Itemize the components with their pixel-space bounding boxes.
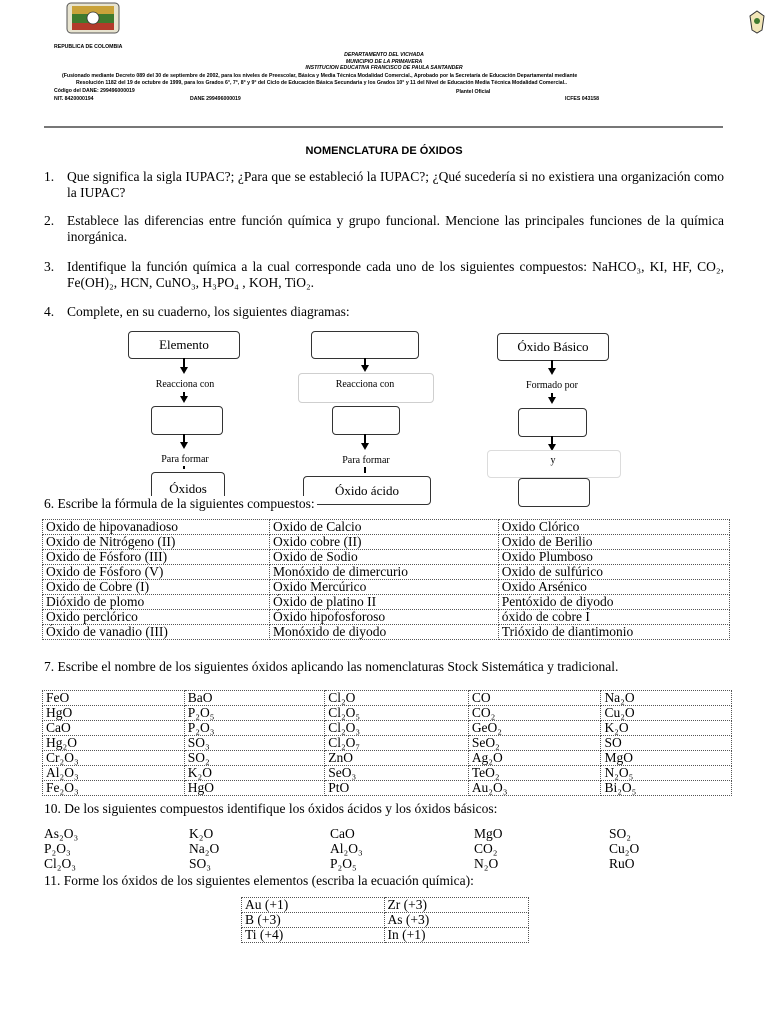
table-row	[43, 751, 732, 766]
diagram1-arrow4	[183, 466, 185, 469]
table-row	[43, 535, 730, 550]
table-cell: Oxido cobre (II)	[270, 535, 499, 550]
table-cell: Oxido de Sodio	[270, 550, 499, 565]
table-cell: SO	[601, 736, 732, 751]
diagram3-label1: Formado por	[526, 380, 578, 391]
table-row	[242, 898, 529, 913]
diagram1-bottom-box: Óxidos	[151, 472, 225, 497]
table-cell: HgO	[43, 706, 185, 721]
diagram3-mid-box	[518, 408, 587, 437]
table-11	[241, 897, 529, 943]
diagram1-label1: Reacciona con	[155, 379, 215, 390]
table-cell: Oxido de Fósforo (V)	[43, 565, 270, 580]
diagram2-bottom-box: Óxido ácido	[303, 476, 431, 505]
table-cell: Dióxido de plomo	[43, 595, 270, 610]
question-2	[44, 213, 724, 245]
table-row	[43, 736, 732, 751]
table-cell: Oxido de Calcio	[270, 520, 499, 535]
table-cell: Cu₂O	[601, 706, 732, 721]
diagram1-mid-box	[151, 406, 223, 435]
table-cell: Fe₂O₃	[43, 781, 185, 796]
table-cell: MgO	[601, 751, 732, 766]
table-cell: Oxido de Cobre (I)	[43, 580, 270, 595]
list-item: SO₂	[609, 826, 631, 841]
table-cell: TeO₂	[468, 766, 601, 781]
table-cell: PtO	[325, 781, 469, 796]
table-cell: Oxido Mercúrico	[270, 580, 499, 595]
table-row	[43, 565, 730, 580]
table-row	[43, 721, 732, 736]
table-cell: ZnO	[325, 751, 469, 766]
question-7: 7. Escribe el nombre de los siguientes óxidos aplicando las nomenclaturas Stock Sistemática y tradicional.	[44, 659, 619, 674]
diagram1-arrowhead2	[180, 396, 188, 403]
table-cell: Bi₂O₅	[601, 781, 732, 796]
diagram2-label2: Para formar	[342, 455, 390, 466]
table-cell: Au (+1)	[242, 898, 385, 913]
table-cell: CaO	[43, 721, 185, 736]
list-row	[44, 826, 664, 841]
list-item: Al₂O₃	[330, 841, 363, 856]
table-cell: HgO	[184, 781, 324, 796]
list-item: MgO	[474, 826, 503, 841]
question-11: 11. Forme los óxidos de los siguientes elementos (escriba la ecuación química):	[44, 873, 474, 888]
table-cell: Cl₂O₇	[325, 736, 469, 751]
table-cell: K₂O	[184, 766, 324, 781]
table-cell: Ag₂O	[468, 751, 601, 766]
diagram1-arrowhead1	[180, 367, 188, 374]
table-cell: SeO₃	[325, 766, 469, 781]
header-icfes: ICFES 043158	[565, 96, 600, 102]
list-item: Cl₂O₃	[44, 856, 76, 871]
diagram1-arrowhead3	[180, 442, 188, 449]
table-cell: Trióxido de diantimonio	[498, 625, 729, 640]
table-cell: B (+3)	[242, 913, 385, 928]
header-line2: Resolución 1182 del 19 de octubre de 1999, para los Grados 6°, 7°, 8° y 9° del Ciclo de Educación Básica Secundaria y los Grados 10° y 11 del Nivel de Educación Media Técnica Modalidad Comercial..	[76, 80, 567, 86]
question-3-number: 3.	[44, 259, 55, 274]
table-cell: In (+1)	[384, 928, 528, 943]
table-cell: Pentóxido de diyodo	[498, 595, 729, 610]
question-4-number: 4.	[44, 304, 55, 319]
table-row	[242, 928, 529, 943]
diagram1-label2: Para formar	[161, 454, 209, 465]
list-10	[44, 826, 664, 871]
header-municipality: MUNICIPIO DE LA PRIMAVERA	[345, 58, 423, 65]
table-row	[43, 595, 730, 610]
question-2-text: Establece las diferencias entre función química y grupo funcional. Mencione las principales funciones de la química inorgánica.	[67, 213, 724, 244]
table-row	[43, 550, 730, 565]
list-item: Cu₂O	[609, 841, 640, 856]
table-cell: SO₃	[184, 736, 324, 751]
diagram3-arrowhead1	[548, 368, 556, 375]
diagram2-label1: Reacciona con	[335, 379, 395, 390]
table-cell: P₂O₅	[184, 706, 324, 721]
question-1	[44, 169, 724, 201]
table-row	[43, 706, 732, 721]
diagram1-top-box: Elemento	[128, 331, 240, 359]
table-cell: Óxido de vanadio (III)	[43, 625, 270, 640]
table-cell: Na₂O	[601, 691, 732, 706]
table-7	[42, 690, 732, 796]
header-plantel: Plantel Oficial	[456, 89, 491, 95]
table-cell: Oxido de sulfúrico	[498, 565, 729, 580]
table-cell: GeO₂	[468, 721, 601, 736]
table-cell: Oxido Plumboso	[498, 550, 729, 565]
list-row	[44, 841, 664, 856]
diagram2-arrow3	[364, 467, 366, 473]
table-cell: SO₂	[184, 751, 324, 766]
table-row	[43, 691, 732, 706]
table-cell: P₂O₃	[184, 721, 324, 736]
header-dane: DANE 299496000019	[190, 96, 241, 102]
list-item: CO₂	[474, 841, 498, 856]
table-cell: CO₂	[468, 706, 601, 721]
table-row	[43, 766, 732, 781]
table-cell: FeO	[43, 691, 185, 706]
question-2-number: 2.	[44, 213, 55, 228]
table-cell: Al₂O₃	[43, 766, 185, 781]
page-title: NOMENCLATURA DE ÓXIDOS	[305, 145, 463, 157]
diagram3-label2: y	[550, 455, 556, 466]
question-1-number: 1.	[44, 169, 55, 184]
header-institution: INSTITUCION EDUCATIVA FRANCISCO DE PAULA SANTANDER	[305, 65, 463, 71]
diagram2-arrowhead1	[361, 365, 369, 372]
diagram2-arrowhead2	[361, 443, 369, 450]
header-dane-code: Código del DANE: 299496000019	[54, 88, 135, 94]
list-item: Na₂O	[189, 841, 220, 856]
table-cell: Óxido hipofosforoso	[270, 610, 499, 625]
question-10: 10. De los siguientes compuestos identifique los óxidos ácidos y los óxidos básicos:	[44, 801, 498, 816]
diagram2-top-box	[311, 331, 419, 359]
table-cell: Cl₂O₅	[325, 706, 469, 721]
table-row	[43, 625, 730, 640]
list-item: CaO	[330, 826, 355, 841]
list-item: K₂O	[189, 826, 214, 841]
table-cell: N₂O₅	[601, 766, 732, 781]
table-row	[43, 781, 732, 796]
corner-logo-icon	[748, 10, 766, 34]
table-cell: SeO₂	[468, 736, 601, 751]
table-row	[43, 580, 730, 595]
list-item: P₂O₅	[330, 856, 357, 871]
list-row	[44, 856, 664, 871]
question-4	[44, 304, 724, 320]
table-cell: K₂O	[601, 721, 732, 736]
question-3-text: Identifique la función química a la cual corresponde cada uno de los siguientes compuestos: NaHCO₃, KI, HF, CO₂, Fe(OH)₂, HCN, CuNO₃, H₃PO₄ , KOH, TiO₂.	[67, 259, 724, 290]
table-cell: Oxido Arsénico	[498, 580, 729, 595]
table-cell: óxido de cobre I	[498, 610, 729, 625]
table-cell: CO	[468, 691, 601, 706]
list-item: RuO	[609, 856, 635, 871]
table-cell: Ti (+4)	[242, 928, 385, 943]
header-rule	[44, 126, 723, 128]
diagram2-mid-box	[332, 406, 400, 435]
list-item: As₂O₃	[44, 826, 79, 841]
question-4-text: Complete, en su cuaderno, los siguientes diagramas:	[67, 304, 350, 319]
list-item: SO₃	[189, 856, 211, 871]
header-nit: NIT. 8420000194	[54, 96, 94, 102]
header-republic: REPUBLICA DE COLOMBIA	[54, 44, 123, 50]
diagram3-top-box: Óxido Básico	[497, 333, 609, 361]
table-row	[242, 913, 529, 928]
table-cell: BaO	[184, 691, 324, 706]
header-department: DEPARTAMENTO DEL VICHADA	[344, 52, 424, 58]
table-row	[43, 610, 730, 625]
list-item: N₂O	[474, 856, 499, 871]
table-cell: Cl₂O	[325, 691, 469, 706]
diagram3-bottom-box	[518, 478, 590, 507]
diagram3-arrowhead2	[548, 397, 556, 404]
table-cell: Cl₂O₃	[325, 721, 469, 736]
table-cell: Au₂O₃	[468, 781, 601, 796]
table-cell: Hg₂O	[43, 736, 185, 751]
table-cell: Oxido perclórico	[43, 610, 270, 625]
table-cell: Monóxido de dimercurio	[270, 565, 499, 580]
table-cell: Cr₂O₃	[43, 751, 185, 766]
question-1-text: Que significa la sigla IUPAC?; ¿Para que se estableció la IUPAC?; ¿Qué sucedería si no existiera una organización como la IUPAC?	[67, 169, 724, 200]
question-3	[44, 259, 724, 291]
table-cell: As (+3)	[384, 913, 528, 928]
question-6: 6. Escribe la fórmula de la siguientes compuestos:	[44, 496, 315, 511]
list-item: P₂O₃	[44, 841, 71, 856]
header-line1: (Fusionado mediante Decreto 089 del 30 de septiembre de 2002, para los niveles de Preescolar, Básica y Media Técnica Modalidad Comercial., Aprobado por la Secretaría de Educación Departamental mediante	[62, 73, 578, 79]
table-6	[42, 519, 730, 640]
table-cell: Oxido de hipovanadioso	[43, 520, 270, 535]
table-cell: Oxido de Fósforo (III)	[43, 550, 270, 565]
table-cell: Oxido de Nitrógeno (II)	[43, 535, 270, 550]
table-row	[43, 520, 730, 535]
table-cell: Zr (+3)	[384, 898, 528, 913]
table-cell: Óxido de platino II	[270, 595, 499, 610]
table-cell: Oxido de Berilio	[498, 535, 729, 550]
institution-shield	[66, 2, 120, 34]
table-cell: Oxido Clórico	[498, 520, 729, 535]
table-cell: Monóxido de diyodo	[270, 625, 499, 640]
